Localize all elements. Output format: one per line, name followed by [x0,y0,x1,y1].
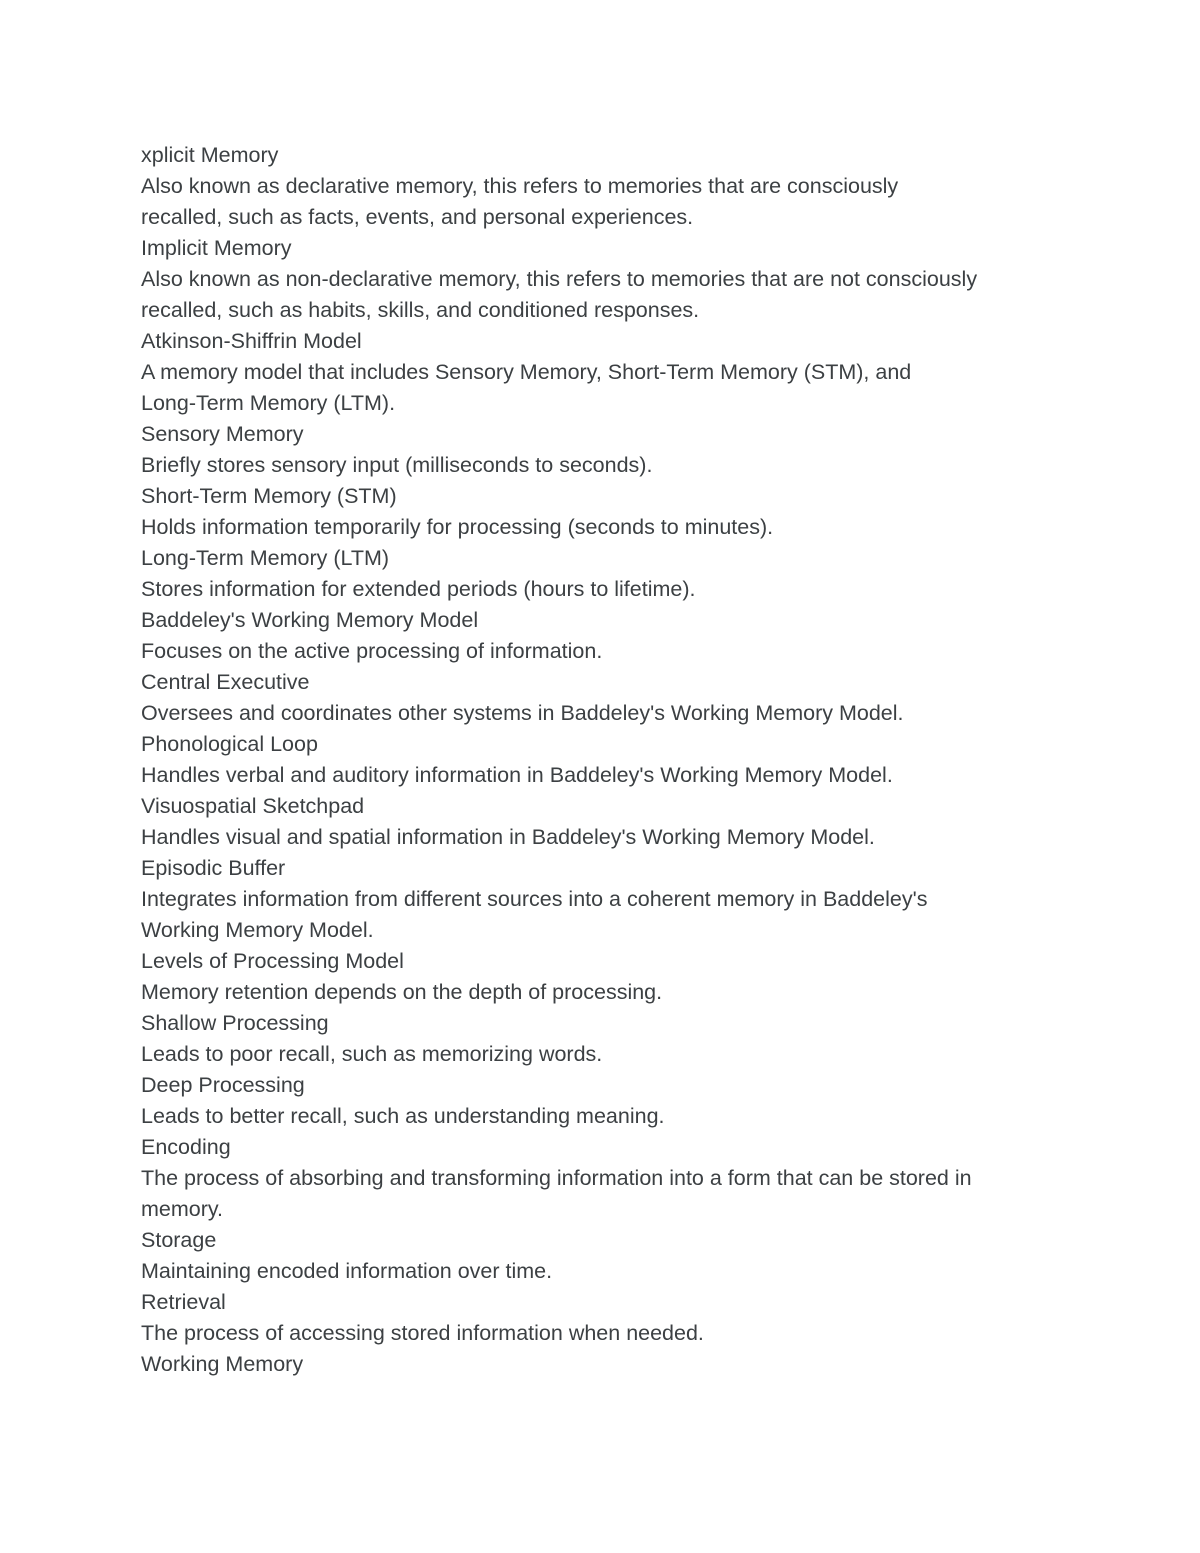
term-definition: Focuses on the active processing of information. [141,639,603,663]
term-heading: Central Executive [141,670,310,694]
term-heading: Phonological Loop [141,732,318,756]
term-heading: Visuospatial Sketchpad [141,794,365,818]
term-definition: Also known as declarative memory, this refers to memories that are consciously [141,174,899,198]
term-definition: Handles visual and spatial information in Baddeley's Working Memory Model. [141,825,875,849]
term-definition: Integrates information from different sources into a coherent memory in Baddeley's [141,887,928,911]
term-definition: Also known as non-declarative memory, this refers to memories that are not consciously [141,267,978,291]
term-definition: Maintaining encoded information over time. [141,1259,553,1283]
term-definition: Briefly stores sensory input (milliseconds to seconds). [141,453,653,477]
term-heading: Storage [141,1228,217,1252]
term-heading: Baddeley's Working Memory Model [141,608,479,632]
term-heading: Atkinson-Shiffrin Model [141,329,362,353]
term-definition: Memory retention depends on the depth of processing. [141,980,663,1004]
term-heading: Deep Processing [141,1073,305,1097]
term-definition: Leads to better recall, such as understanding meaning. [141,1104,665,1128]
term-heading: Long-Term Memory (LTM) [141,546,390,570]
term-definition: A memory model that includes Sensory Memory, Short-Term Memory (STM), and [141,360,912,384]
term-heading: Short-Term Memory (STM) [141,484,397,508]
term-definition: Long-Term Memory (LTM). [141,391,396,415]
term-definition: The process of accessing stored information when needed. [141,1321,704,1345]
term-heading: xplicit Memory [141,143,279,167]
term-definition: Holds information temporarily for processing (seconds to minutes). [141,515,774,539]
term-definition: The process of absorbing and transforming information into a form that can be stored in [141,1166,972,1190]
document-body [141,140,1071,1380]
term-definition: Leads to poor recall, such as memorizing words. [141,1042,603,1066]
term-definition: Oversees and coordinates other systems in Baddeley's Working Memory Model. [141,701,904,725]
term-heading: Sensory Memory [141,422,304,446]
term-heading: Working Memory [141,1352,304,1376]
term-heading: Encoding [141,1135,231,1159]
term-definition: recalled, such as habits, skills, and conditioned responses. [141,298,700,322]
term-definition: memory. [141,1197,224,1221]
term-heading: Episodic Buffer [141,856,286,880]
term-heading: Retrieval [141,1290,226,1314]
term-heading: Shallow Processing [141,1011,329,1035]
term-definition: Handles verbal and auditory information in Baddeley's Working Memory Model. [141,763,893,787]
term-definition: recalled, such as facts, events, and personal experiences. [141,205,694,229]
term-definition: Stores information for extended periods (hours to lifetime). [141,577,696,601]
term-definition: Working Memory Model. [141,918,374,942]
term-heading: Implicit Memory [141,236,292,260]
term-heading: Levels of Processing Model [141,949,404,973]
